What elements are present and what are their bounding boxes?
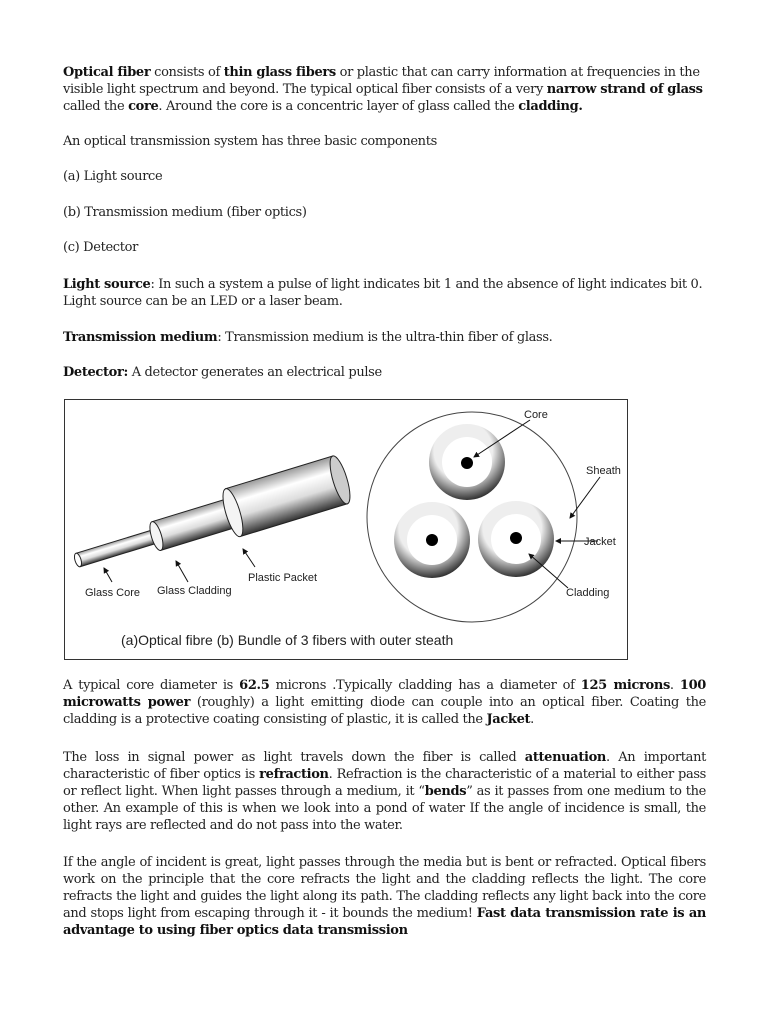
text-segment: If the angle of incident is great, light passes through the media but is bent or refracted. Optical fibers work on the principle that the core refracts the light and the cladding reflects the light. The core refracts the light and guides the light along its path. The cladding reflects any light back into the core and stops light from escaping through it - it bounds the medium! [63,855,706,921]
label-glass-cladding: Glass Cladding [157,585,232,597]
component-b [63,204,706,221]
text-segment: (c) Detector [63,240,138,255]
fiber-figure [64,399,628,660]
component-c [63,239,706,256]
label-core: Core [524,409,548,421]
text-segment: (roughly) a light emitting diode can couple into an optical fiber. Coating the cladding is a protective coating consisting of plastic, it is called the [63,695,706,727]
bold-term: attenuation [524,750,607,765]
text-segment: (b) Transmission medium (fiber optics) [63,205,307,220]
fiber-left [394,502,470,578]
bold-term: 100 microwatts power [63,678,706,710]
refraction-paragraph [63,854,706,939]
bold-term: narrow strand of glass [546,82,703,97]
label-cladding: Cladding [566,587,610,599]
label-jacket: Jacket [584,536,616,548]
bold-term: 125 microns [580,678,670,693]
text-segment: ” as it passes from one medium to the other. An example of this is when we look into a pond of water If the angle of incidence is small, the light rays are reflected and do not pass into the water. [63,784,706,833]
fiber-top [429,424,505,500]
text-segment: called the [63,99,129,114]
label-sheath: Sheath [586,465,621,477]
bold-term: Detector: [63,365,128,380]
text-segment: The loss in signal power as light travels down the fiber is called [63,750,525,765]
core-diameter-paragraph [63,677,706,728]
bold-term: refraction [259,767,329,782]
bold-term: Light source [63,277,151,292]
bold-term: Jacket [486,712,531,727]
component-a [63,168,706,185]
transmission-medium-paragraph [63,329,706,346]
intro-paragraph [63,64,706,115]
label-glass-core: Glass Core [85,587,141,599]
bold-term: thin glass fibers [223,65,336,80]
attenuation-paragraph [63,749,706,834]
detector-paragraph [63,364,706,381]
bold-term: 62.5 [239,678,270,693]
text-segment: consists of [150,65,224,80]
bold-term: Transmission medium [63,330,218,345]
text-segment: A typical core diameter is [63,678,240,693]
text-segment: An optical transmission system has three basic components [63,134,437,149]
label-plastic-packet: Plastic Packet [248,572,318,584]
text-segment: . [530,712,534,727]
text-segment: or plastic that can carry information at frequencies in the visible light spectrum and beyond. The typical optical fiber consists of a very [63,65,700,97]
text-segment: . An important characteristic of fiber optics is [63,750,706,782]
text-segment: : In such a system a pulse of light indicates bit 1 and the absence of light indicates bit 0. Light source can be an LED or a laser beam. [63,277,703,309]
text-segment: (a) Light source [63,169,163,184]
text-segment: A detector generates an electrical pulse [127,365,382,380]
text-segment: microns .Typically cladding has a diameter of [269,678,581,693]
bold-term: core [128,99,159,114]
text-segment: . Around the core is a concentric layer of glass called the [158,99,519,114]
bold-term: cladding. [518,99,583,114]
text-segment: . [669,678,680,693]
light-source-paragraph [63,276,706,310]
optical-fibre-cable [68,454,354,585]
components-intro [63,133,706,150]
bold-term: Optical fiber [63,65,151,80]
text-segment: . Refraction is the characteristic of a material to either pass or reflect light. When light passes through a medium, it “ [63,767,707,799]
bold-term: bends [424,784,467,799]
bold-term: Fast data transmission rate is an advantage to using fiber optics data transmission [63,906,706,938]
figure-caption: (a)Optical fibre (b) Bundle of 3 fibers with outer steath [121,632,454,648]
text-segment: : Transmission medium is the ultra-thin fiber of glass. [217,330,553,345]
fiber-diagram [64,399,628,660]
